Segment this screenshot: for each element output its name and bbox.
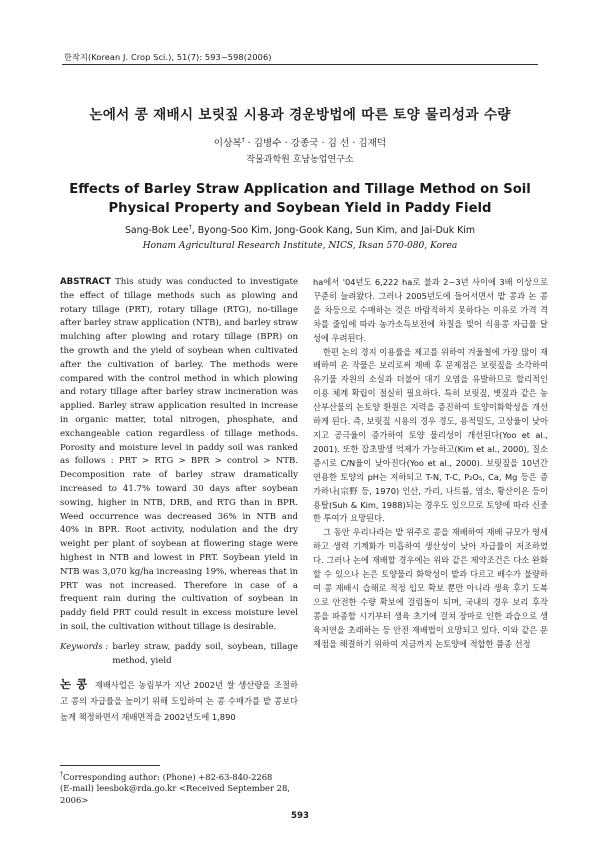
- authors-english-text: Sang-Bok Lee†, Byong-Soo Kim, Jong-Gook Kang, Sun Kim, and Jai-Duk Kim: [124, 224, 476, 237]
- paragraph: ha에서 '04년도 6,222 ha로 불과 2~3년 사이에 3배 이상으로 꾸준히 늘려왔다. 그러나 2005년도에 들어서면서 밭 콩과 논 콩을 차등으로 수매하는 것은 바람직하지 못하다는 이유로 가격 격차를 줄임에 따라 농가소득보전에 차질을 빚어 식용콩 자급률 달성에 우려된다.: [313, 277, 548, 343]
- footnote-corresponding: Corresponding author: (Phone) +82-63-840-2268: [63, 771, 273, 782]
- affiliation-english: Honam Agricultural Research Institute, NICS, Iksan 570-080, Korea: [142, 241, 458, 251]
- authors-korean: [0, 135, 600, 149]
- abstract-text: This study was conducted to investigate the effect of tillage methods such as plowing and rotary tillage (PRT), rotary tillage (RTG), no-tillage after barley straw application (NTB), and barley straw mulching after plowing and rotary tillage (BPR) on the growth and the yield of soybean when cultivated after the cultivation of barley. The methods were compared with the control method in which plowing and rotary tillage after barley straw incineration was applied. Barley straw application resulted in increase in organic matter, total nitrogen, phosphate, and exchangeable cation regardless of tillage methods. Porosity and moisture level in paddy soil was ranked as follows : PRT > RTG > BPR > control > NTB. Decomposition rate of barley straw dramatically increased to 41.7% toward 30 days after soybean sowing, higher in NTB, DRB, and RTG than in BPR. Weed occurrence was decreased 36% in NTB and 40% in BPR. Root activity, nodulation and the dry weight per plant of soybean at flowering stage were highest in NTB and lowest in PRT. Soybean yield in NTB was 3,070 kg/ha increasing 19%, whereas that in PRT was not increased. Therefore in case of a frequent rain during the cultivation of soybean in paddy field PRT could result in excess moisture level in soil, the cultivation without tillage is desirable.: [60, 277, 298, 632]
- intro-text: 재배사업은 농림부가 지난 2002년 쌀 생산량을 조절하고 콩의 자급률을 높이기 위해 도입하여 논 콩 수매가를 밭 콩보다 높게 책정하면서 재배면적을 2002년도에 1,890: [60, 680, 298, 723]
- title-english: Effects of Barley Straw Application and Tillage Method on Soil Physical Property and Soybean Yield in Paddy Field: [69, 182, 531, 216]
- keywords: [60, 641, 298, 669]
- dagger-mark: †: [241, 136, 245, 144]
- right-column: [313, 276, 548, 651]
- paragraph: 한편 논의 경지 이용률을 제고를 위하여 겨울철에 가장 많이 재배하여 온 작물은 보리로써 재배 후 문제점은 보릿짚을 소각하여 유기물 자원의 소실과 더불어 대기 오염을 유발하므로 합리적인 이용 체계 확립이 절실히 필요하다. 특히 보릿짚, 볏짚과 같은 농산부산물의 논토양 환원은 지력을 증진하여 토양이화학성을 개선하게 된다. 즉, 보릿짚 시용의 경우 경도, 용적밀도, 고상율이 낮아지고 공극율이 증가하여 토양 물리성이 개선된다(Yoo et al., 2001). 또한 잡초발생 억제가 가능하고(Kim et al., 2000), 질소증시로 C/N율이 낮아진다(Yoo et al., 2000). 보릿짚을 10년간 연용한 토양의 pH는 저하되고 T-N, T-C, P₂O₅, Ca, Mg 등은 증가하나(宗野 등, 1970) 인산, 가리, 나트륨, 염소, 황산이온 등이 용탈(Suh & Kim, 1988)되는 경우도 있으므로 토양에 따라 신중한 투여가 요망된다.: [313, 346, 548, 524]
- paragraph: 그 동안 우리나라는 밭 위주로 콩을 재배하여 재배 규모가 영세하고 생력 기계화가 미흡하여 생산성이 낮아 자급률이 저조하였다. 그러나 논에 재배할 경우에는 위와 같은 제약조건은 다소 완화할 수 있으나 논은 토양물리 화학성이 밭과 다르고 배수가 불량하여 콩 재배시 습해로 적정 입모 확보 뿐만 아니라 생육 후기 도복으로 안전한 수량 확보에 걸림돌이 되며, 국내의 경우 보리 후작 콩을 파종할 시기부터 생육 초기에 걸쳐 장마로 인한 과습으로 생육저연을 초래하는 등 안전 재배법이 요망되고 있다. 이와 같은 문제점을 해결하기 위하여 지금까지 논토양에 적합한 품종 선정: [313, 527, 548, 649]
- intro-heading: 논 콩: [60, 677, 88, 692]
- introduction-start: [60, 676, 298, 725]
- authors-korean-text: 이상복† · 김병수 · 강종국 · 김 선 · 김재덕: [213, 136, 387, 149]
- abstract-label: ABSTRACT: [60, 277, 111, 287]
- dagger-mark: †: [60, 771, 63, 778]
- keywords-label: Keywords :: [60, 641, 109, 652]
- footnote-rule: [60, 765, 160, 766]
- footnote: [60, 769, 305, 807]
- dagger-mark: †: [188, 224, 192, 231]
- footnote-line-1: [60, 769, 305, 783]
- title-korean: 논에서 콩 재배시 보릿짚 시용과 경운방법에 따른 토양 물리성과 수량: [89, 107, 511, 123]
- journal-reference: 한작지(Korean J. Crop Sci.), 51(7): 593~598(2006): [64, 52, 272, 62]
- page-number: 593: [291, 811, 309, 821]
- abstract: [60, 276, 298, 635]
- header-rule: [62, 64, 538, 65]
- affiliation-korean: 작물과학원 호남농업연구소: [246, 155, 354, 165]
- keywords-text: barley straw, paddy soil, soybean, tillage method, yield: [112, 641, 298, 666]
- left-column: [60, 276, 298, 725]
- authors-english: [0, 224, 600, 236]
- footnote-line-2: (E-mail) leesbok@rda.go.kr <Received September 28, 2006>: [60, 783, 290, 805]
